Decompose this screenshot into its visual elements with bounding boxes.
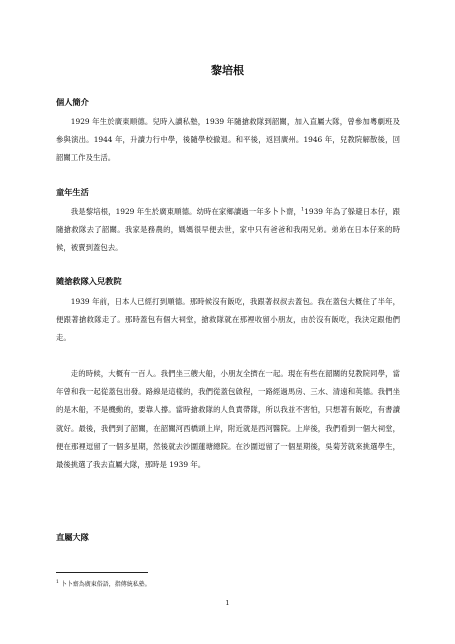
section-heading-childhood: 童年生活	[56, 187, 89, 197]
footnote-text: 卜卜齋為廣東俗語，指傳統私塾。	[60, 581, 151, 588]
paragraph-rescue-1: 1939 年前，日本人已經打到順德。那時候沒有飯吃，我跟著叔叔去蓋包。我在蓋包大概住了半年，便跟著搶救隊走了。那時蓋包有個大祠堂，搶救隊就在那裡收留小朋友，由於沒有飯吃，我決定跟他們走。	[56, 297, 400, 343]
footnote	[56, 578, 151, 589]
footnote-marker: 1	[56, 580, 59, 585]
paragraph-text: 1939 年為了躲避日本仔，跟隨搶救隊去了韶關。我家是務農的，媽媽很早便去世，家中只有爸爸和我兩兄弟。弟弟在日本仔來的時候，被賣到蓋包去。	[56, 207, 400, 253]
page-number: 1	[225, 599, 230, 607]
paragraph-childhood	[56, 203, 400, 258]
paragraph-text: 我是黎培根，1929 年生於廣東順德。幼時在家鄉讀過一年多卜卜齋，	[70, 207, 301, 216]
paragraph-rescue-2: 走的時候，大概有一百人。我們坐三艘大船，小朋友全擠在一起。現在有些在韶關的兒教院同學，當年曾和我一起從蓋包出發。路線是這樣的，我們從蓋包啟程，一路經過馬房、三水、清遠和英德。我們坐的是木船，不是機動的，要靠人撐。當時搶救隊的人負責帶隊，所以我並不害怕，只想著有飯吃，有書讀就好。最後，我們到了韶關，在韶關河西橋頭上岸，附近就是西河醫院。上岸後，我們看到一個大祠堂，便在那裡逗留了一個多星期，然後就去沙圍蓮塘總院。在沙圍逗留了一個星期後，吳菊芳就來挑選學生，最後挑選了我去直屬大隊，那時是 1939 年。	[56, 369, 400, 470]
section-heading-rescue: 隨搶救隊入兒教院	[56, 276, 122, 286]
paragraph-profile: 1929 年生於廣東順德。兒時入讀私塾，1939 年隨搶救隊到韶關，加入直屬大隊，曾參加粵劇班及參與演出。1944 年，升讀力行中學，後隨學校撤退。和平後，返回廣州。1946 年，兒教院解散後，回韶關工作及生活。	[56, 117, 400, 163]
section-heading-profile: 個人簡介	[56, 97, 89, 107]
section-heading-direct-brigade: 直屬大隊	[56, 532, 89, 542]
footnote-reference[interactable]: 1	[301, 206, 305, 213]
document-title: 黎培根	[211, 64, 244, 77]
footnote-divider	[56, 572, 148, 573]
